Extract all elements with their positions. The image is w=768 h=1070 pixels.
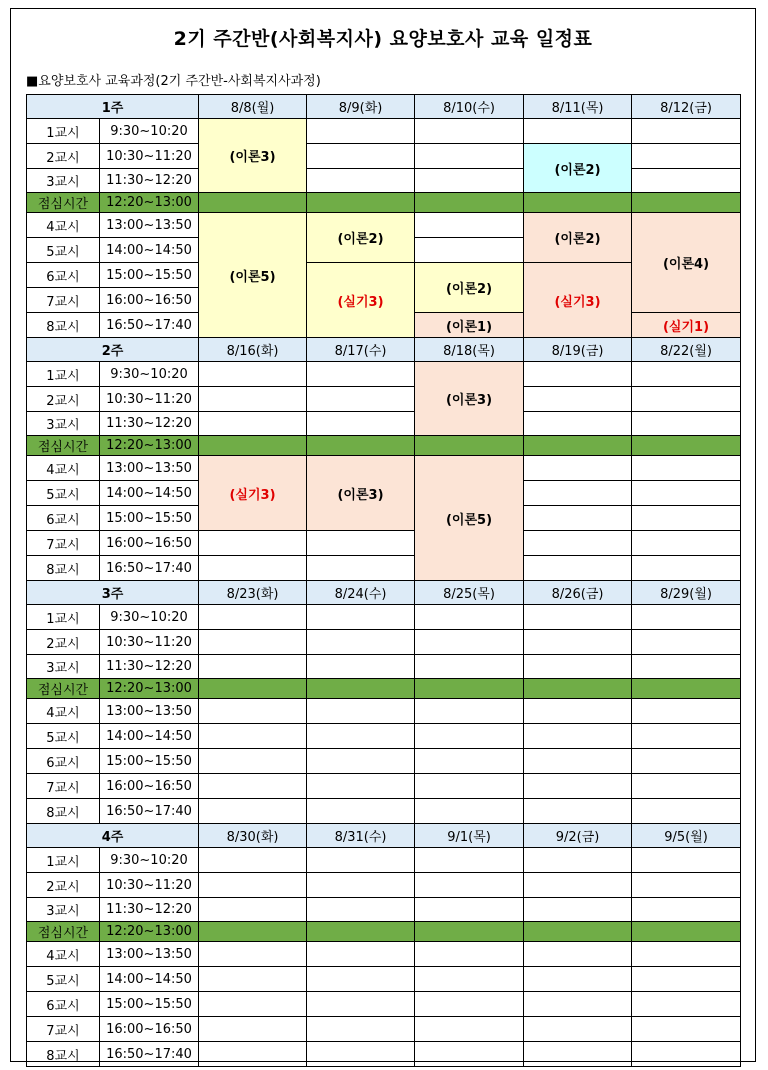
empty-slot-cell [415,873,524,898]
empty-slot-cell [632,362,741,387]
theory-session-block: (이론1) [415,313,524,338]
empty-slot-cell [307,699,415,724]
empty-slot-cell [199,1017,307,1042]
empty-slot-cell [524,412,632,436]
period-row [27,169,741,193]
empty-slot-cell [632,531,741,556]
week-header-row [27,95,741,119]
time-range: 9:30~10:20 [100,119,199,144]
empty-slot-cell [415,655,524,679]
period-label: 4교시 [27,942,100,967]
empty-slot-cell [632,967,741,992]
empty-slot-cell [199,1042,307,1067]
period-label: 4교시 [27,699,100,724]
time-range: 16:50~17:40 [100,313,199,338]
practice-session-block: (실기3) [524,263,632,338]
lunch-cell [307,193,415,213]
lunch-cell [415,193,524,213]
empty-slot-cell [524,387,632,412]
period-label: 1교시 [27,605,100,630]
theory-session-block: (이론3) [199,119,307,193]
period-row [27,898,741,922]
empty-slot-cell [199,387,307,412]
empty-slot-cell [415,749,524,774]
time-range: 10:30~11:20 [100,630,199,655]
empty-slot-cell [307,1017,415,1042]
period-row [27,942,741,967]
empty-slot-cell [307,774,415,799]
empty-slot-cell [524,506,632,531]
period-row [27,456,741,481]
empty-slot-cell [415,1017,524,1042]
lunch-row [27,193,741,213]
empty-slot-cell [307,992,415,1017]
time-range: 12:20~13:00 [100,922,199,942]
time-range: 13:00~13:50 [100,456,199,481]
week-label: 3주 [27,581,199,605]
date-header: 8/24(수) [307,581,415,605]
theory-session-block: (이론3) [415,362,524,436]
empty-slot-cell [524,531,632,556]
empty-slot-cell [632,556,741,581]
practice-session-block: (실기3) [307,263,415,338]
lunch-cell [524,679,632,699]
lunch-cell [307,436,415,456]
date-header: 8/31(수) [307,824,415,848]
theory-session-block: (이론5) [415,456,524,581]
time-range: 14:00~14:50 [100,238,199,263]
empty-slot-cell [199,942,307,967]
lunch-cell [307,922,415,942]
empty-slot-cell [524,724,632,749]
lunch-cell [199,193,307,213]
empty-slot-cell [524,699,632,724]
empty-slot-cell [632,699,741,724]
period-label: 8교시 [27,799,100,824]
time-range: 12:20~13:00 [100,679,199,699]
time-range: 13:00~13:50 [100,699,199,724]
period-label: 8교시 [27,1042,100,1067]
empty-slot-cell [307,531,415,556]
period-row [27,556,741,581]
period-row [27,774,741,799]
time-range: 16:50~17:40 [100,799,199,824]
time-range: 10:30~11:20 [100,144,199,169]
empty-slot-cell [199,898,307,922]
period-label: 점심시간 [27,922,100,942]
empty-slot-cell [632,799,741,824]
period-label: 7교시 [27,288,100,313]
empty-slot-cell [632,724,741,749]
time-range: 16:50~17:40 [100,1042,199,1067]
empty-slot-cell [524,655,632,679]
date-header: 8/22(월) [632,338,741,362]
period-label: 6교시 [27,506,100,531]
empty-slot-cell [632,1017,741,1042]
empty-slot-cell [524,749,632,774]
empty-slot-cell [199,412,307,436]
empty-slot-cell [632,412,741,436]
period-row [27,848,741,873]
period-label: 6교시 [27,263,100,288]
empty-slot-cell [632,848,741,873]
time-range: 11:30~12:20 [100,655,199,679]
period-row [27,1042,741,1067]
date-header: 9/5(월) [632,824,741,848]
theory-session-block: (이론2) [307,213,415,263]
theory-session-block: (이론2) [415,263,524,313]
empty-slot-cell [524,942,632,967]
lunch-row [27,679,741,699]
period-label: 점심시간 [27,436,100,456]
empty-slot-cell [415,699,524,724]
week-label: 2주 [27,338,199,362]
time-range: 15:00~15:50 [100,263,199,288]
time-range: 13:00~13:50 [100,942,199,967]
lunch-cell [632,922,741,942]
empty-slot-cell [632,605,741,630]
empty-slot-cell [524,898,632,922]
empty-slot-cell [632,456,741,481]
empty-slot-cell [415,848,524,873]
lunch-cell [632,436,741,456]
period-row [27,992,741,1017]
lunch-cell [632,679,741,699]
empty-slot-cell [307,799,415,824]
period-row [27,799,741,824]
week-label: 4주 [27,824,199,848]
date-header: 8/18(목) [415,338,524,362]
time-range: 9:30~10:20 [100,848,199,873]
time-range: 9:30~10:20 [100,605,199,630]
empty-slot-cell [632,873,741,898]
period-row [27,362,741,387]
empty-slot-cell [307,412,415,436]
date-header: 8/17(수) [307,338,415,362]
empty-slot-cell [307,556,415,581]
period-label: 8교시 [27,313,100,338]
date-header: 8/26(금) [524,581,632,605]
theory-session-block: (이론2) [524,144,632,193]
date-header: 8/23(화) [199,581,307,605]
lunch-cell [415,922,524,942]
empty-slot-cell [632,630,741,655]
empty-slot-cell [524,1042,632,1067]
practice-session-block: (실기3) [199,456,307,531]
empty-slot-cell [524,848,632,873]
period-label: 3교시 [27,655,100,679]
time-range: 15:00~15:50 [100,506,199,531]
period-label: 3교시 [27,412,100,436]
empty-slot-cell [632,481,741,506]
empty-slot-cell [199,873,307,898]
time-range: 16:00~16:50 [100,1017,199,1042]
period-label: 점심시간 [27,679,100,699]
empty-slot-cell [307,942,415,967]
lunch-cell [524,922,632,942]
date-header: 8/12(금) [632,95,741,119]
empty-slot-cell [415,992,524,1017]
theory-session-block: (이론5) [199,213,307,338]
time-range: 16:00~16:50 [100,774,199,799]
period-row [27,213,741,238]
empty-slot-cell [307,630,415,655]
empty-slot-cell [307,873,415,898]
period-label: 1교시 [27,848,100,873]
time-range: 12:20~13:00 [100,193,199,213]
empty-slot-cell [415,119,524,144]
period-row [27,387,741,412]
empty-slot-cell [415,1042,524,1067]
period-row [27,605,741,630]
period-label: 점심시간 [27,193,100,213]
empty-slot-cell [307,898,415,922]
empty-slot-cell [307,119,415,144]
period-label: 2교시 [27,387,100,412]
empty-slot-cell [524,119,632,144]
empty-slot-cell [307,605,415,630]
empty-slot-cell [415,942,524,967]
time-range: 15:00~15:50 [100,992,199,1017]
empty-slot-cell [307,655,415,679]
empty-slot-cell [199,699,307,724]
empty-slot-cell [307,749,415,774]
lunch-cell [415,436,524,456]
empty-slot-cell [524,556,632,581]
period-row [27,967,741,992]
empty-slot-cell [632,942,741,967]
date-header: 8/25(목) [415,581,524,605]
period-row [27,119,741,144]
lunch-row [27,436,741,456]
empty-slot-cell [307,848,415,873]
week-header-row [27,824,741,848]
empty-slot-cell [632,387,741,412]
empty-slot-cell [524,992,632,1017]
time-range: 11:30~12:20 [100,169,199,193]
empty-slot-cell [415,967,524,992]
empty-slot-cell [199,655,307,679]
date-header: 8/19(금) [524,338,632,362]
period-row [27,699,741,724]
empty-slot-cell [199,967,307,992]
lunch-cell [199,436,307,456]
empty-slot-cell [199,556,307,581]
empty-slot-cell [415,724,524,749]
week-header-row [27,338,741,362]
period-row [27,412,741,436]
period-label: 2교시 [27,873,100,898]
period-row [27,531,741,556]
period-label: 8교시 [27,556,100,581]
period-row [27,630,741,655]
date-header: 8/8(월) [199,95,307,119]
empty-slot-cell [632,655,741,679]
period-label: 7교시 [27,774,100,799]
empty-slot-cell [632,774,741,799]
empty-slot-cell [632,144,741,169]
period-label: 3교시 [27,169,100,193]
date-header: 8/11(목) [524,95,632,119]
theory-session-block: (이론3) [307,456,415,531]
period-label: 7교시 [27,1017,100,1042]
time-range: 13:00~13:50 [100,213,199,238]
empty-slot-cell [632,169,741,193]
time-range: 16:00~16:50 [100,531,199,556]
empty-slot-cell [307,169,415,193]
empty-slot-cell [524,774,632,799]
empty-slot-cell [524,605,632,630]
period-row [27,749,741,774]
empty-slot-cell [524,481,632,506]
time-range: 14:00~14:50 [100,481,199,506]
lunch-cell [524,193,632,213]
period-label: 5교시 [27,967,100,992]
empty-slot-cell [524,1017,632,1042]
time-range: 9:30~10:20 [100,362,199,387]
empty-slot-cell [307,387,415,412]
period-label: 2교시 [27,630,100,655]
lunch-cell [524,436,632,456]
time-range: 16:50~17:40 [100,556,199,581]
lunch-cell [632,193,741,213]
empty-slot-cell [199,724,307,749]
time-range: 11:30~12:20 [100,412,199,436]
time-range: 16:00~16:50 [100,288,199,313]
date-header: 9/2(금) [524,824,632,848]
empty-slot-cell [307,967,415,992]
empty-slot-cell [199,992,307,1017]
lunch-cell [199,679,307,699]
time-range: 10:30~11:20 [100,387,199,412]
period-label: 5교시 [27,481,100,506]
empty-slot-cell [415,605,524,630]
empty-slot-cell [632,506,741,531]
empty-slot-cell [415,213,524,238]
date-header: 8/9(화) [307,95,415,119]
time-range: 14:00~14:50 [100,967,199,992]
empty-slot-cell [415,144,524,169]
period-label: 7교시 [27,531,100,556]
empty-slot-cell [415,630,524,655]
practice-session-block: (실기1) [632,313,741,338]
time-range: 15:00~15:50 [100,749,199,774]
empty-slot-cell [199,848,307,873]
period-label: 4교시 [27,213,100,238]
empty-slot-cell [632,1042,741,1067]
course-subtitle: ■요양보호사 교육과정(2기 주간반-사회복지사과정) [26,74,321,89]
empty-slot-cell [199,531,307,556]
empty-slot-cell [524,362,632,387]
date-header: 8/16(화) [199,338,307,362]
lunch-row [27,922,741,942]
empty-slot-cell [524,799,632,824]
theory-session-block: (이론2) [524,213,632,263]
page-title: 2기 주간반(사회복지사) 요양보호사 교육 일정표 [173,28,593,50]
theory-session-block: (이론4) [632,213,741,313]
period-label: 5교시 [27,724,100,749]
empty-slot-cell [632,992,741,1017]
empty-slot-cell [307,362,415,387]
empty-slot-cell [415,898,524,922]
period-label: 2교시 [27,144,100,169]
period-label: 6교시 [27,749,100,774]
empty-slot-cell [307,144,415,169]
schedule-table [26,94,741,1067]
empty-slot-cell [199,749,307,774]
period-row [27,655,741,679]
empty-slot-cell [415,169,524,193]
date-header: 8/10(수) [415,95,524,119]
period-label: 5교시 [27,238,100,263]
empty-slot-cell [307,1042,415,1067]
empty-slot-cell [415,774,524,799]
empty-slot-cell [199,605,307,630]
period-row [27,873,741,898]
empty-slot-cell [307,724,415,749]
empty-slot-cell [632,119,741,144]
empty-slot-cell [524,873,632,898]
empty-slot-cell [199,362,307,387]
empty-slot-cell [632,749,741,774]
lunch-cell [415,679,524,699]
period-row [27,1017,741,1042]
empty-slot-cell [524,630,632,655]
empty-slot-cell [632,898,741,922]
period-label: 3교시 [27,898,100,922]
time-range: 12:20~13:00 [100,436,199,456]
period-label: 4교시 [27,456,100,481]
period-label: 6교시 [27,992,100,1017]
date-header: 8/29(월) [632,581,741,605]
period-row [27,724,741,749]
time-range: 14:00~14:50 [100,724,199,749]
empty-slot-cell [415,238,524,263]
lunch-cell [307,679,415,699]
empty-slot-cell [199,630,307,655]
period-row [27,144,741,169]
time-range: 11:30~12:20 [100,898,199,922]
period-label: 1교시 [27,362,100,387]
empty-slot-cell [524,456,632,481]
date-header: 8/30(화) [199,824,307,848]
week-header-row [27,581,741,605]
time-range: 10:30~11:20 [100,873,199,898]
week-label: 1주 [27,95,199,119]
period-label: 1교시 [27,119,100,144]
empty-slot-cell [415,799,524,824]
date-header: 9/1(목) [415,824,524,848]
empty-slot-cell [199,799,307,824]
lunch-cell [199,922,307,942]
empty-slot-cell [199,774,307,799]
empty-slot-cell [524,967,632,992]
